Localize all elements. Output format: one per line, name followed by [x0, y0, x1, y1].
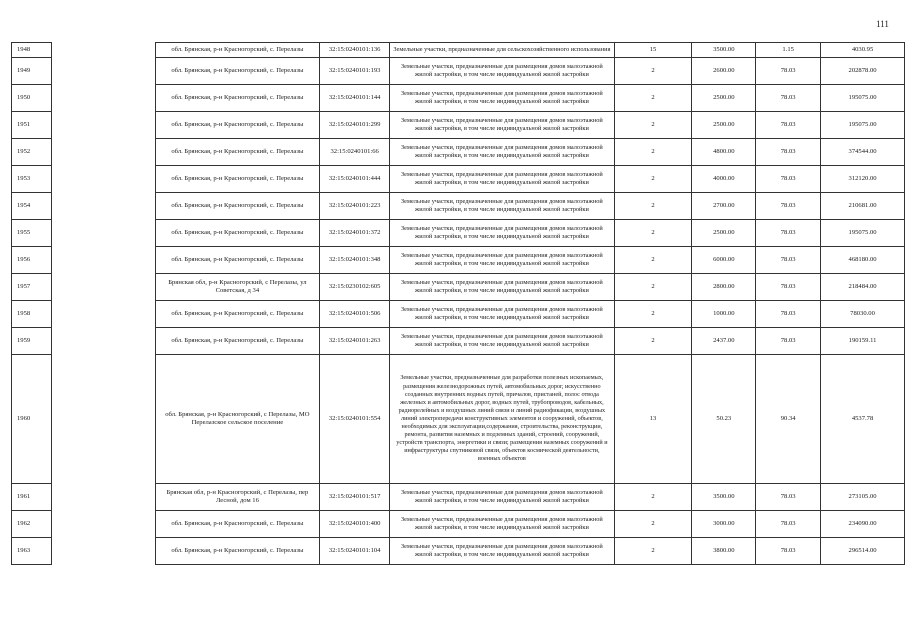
row-rate: 78.03: [756, 193, 821, 220]
row-category: 2: [614, 247, 692, 274]
row-value: 195075.00: [821, 220, 905, 247]
row-cadastral-number: 32:15:0240101:193: [320, 58, 390, 85]
table-row: [12, 328, 905, 355]
page-number: 111: [876, 19, 889, 29]
row-gap: [51, 220, 155, 247]
row-rate: 78.03: [756, 166, 821, 193]
row-gap: [51, 274, 155, 301]
row-gap: [51, 301, 155, 328]
row-value: 78030.00: [821, 301, 905, 328]
row-cadastral-number: 32:15:0240101:104: [320, 538, 390, 565]
row-category: 2: [614, 58, 692, 85]
row-address: обл. Брянская, р-н Красногорский, с. Перелазы: [155, 43, 320, 58]
table-row: [12, 193, 905, 220]
row-cadastral-number: 32:15:0240101:506: [320, 301, 390, 328]
row-area: 50.23: [692, 355, 756, 484]
row-category: 2: [614, 112, 692, 139]
table-row: [12, 274, 905, 301]
row-rate: 78.03: [756, 274, 821, 301]
table-row: [12, 58, 905, 85]
row-cadastral-number: 32:15:0240101:263: [320, 328, 390, 355]
row-cadastral-number: 32:15:0240101:223: [320, 193, 390, 220]
row-address: обл. Брянская, р-н Красногорский, с. Перелазы: [155, 328, 320, 355]
row-number: 1956: [12, 247, 52, 274]
row-rate: 1.15: [756, 43, 821, 58]
row-category: 2: [614, 193, 692, 220]
row-number: 1955: [12, 220, 52, 247]
row-category: 2: [614, 166, 692, 193]
row-address: обл. Брянская, р-н Красногорский, с. Перелазы: [155, 247, 320, 274]
row-number: 1953: [12, 166, 52, 193]
row-category: 2: [614, 538, 692, 565]
row-cadastral-number: 32:15:0240101:554: [320, 355, 390, 484]
row-area: 3500.00: [692, 43, 756, 58]
row-rate: 78.03: [756, 511, 821, 538]
row-gap: [51, 355, 155, 484]
row-number: 1959: [12, 328, 52, 355]
row-address: обл. Брянская, р-н Красногорский, с. Перелазы: [155, 193, 320, 220]
row-number: 1950: [12, 85, 52, 112]
table-row: [12, 220, 905, 247]
row-area: 6000.00: [692, 247, 756, 274]
row-land-use: Земельные участки, предназначенные для размещения домов малоэтажной жилой застройки, в том числе индивидуальной жилой застройки: [390, 58, 614, 85]
row-gap: [51, 85, 155, 112]
row-number: 1958: [12, 301, 52, 328]
row-address: обл. Брянская, р-н Красногорский, с. Перелазы: [155, 139, 320, 166]
row-cadastral-number: 32:15:0230102:605: [320, 274, 390, 301]
row-land-use: Земельные участки, предназначенные для размещения домов малоэтажной жилой застройки, в том числе индивидуальной жилой застройки: [390, 85, 614, 112]
row-address: обл. Брянская, р-н Красногорский, с. Перелазы: [155, 301, 320, 328]
row-gap: [51, 328, 155, 355]
row-land-use: Земельные участки, предназначенные для размещения домов малоэтажной жилой застройки, в том числе индивидуальной жилой застройки: [390, 166, 614, 193]
row-address: обл. Брянская, р-н Красногорский, с. Перелазы: [155, 538, 320, 565]
table-row: [12, 511, 905, 538]
row-category: 2: [614, 301, 692, 328]
row-area: 3500.00: [692, 484, 756, 511]
row-area: 3000.00: [692, 511, 756, 538]
row-value: 202878.00: [821, 58, 905, 85]
row-value: 210681.00: [821, 193, 905, 220]
row-area: 1000.00: [692, 301, 756, 328]
row-address: Брянская обл, р-н Красногорский, с Перелазы, ул Советская, д 34: [155, 274, 320, 301]
row-rate: 78.03: [756, 112, 821, 139]
row-address: обл. Брянская, р-н Красногорский, с. Перелазы: [155, 220, 320, 247]
row-address: обл. Брянская, р-н Красногорский, с. Перелазы: [155, 511, 320, 538]
row-land-use: Земельные участки, предназначенные для размещения домов малоэтажной жилой застройки, в том числе индивидуальной жилой застройки: [390, 112, 614, 139]
row-land-use: Земельные участки, предназначенные для размещения домов малоэтажной жилой застройки, в том числе индивидуальной жилой застройки: [390, 328, 614, 355]
row-value: 374544.00: [821, 139, 905, 166]
row-address: обл. Брянская, р-н Красногорский, с. Перелазы: [155, 166, 320, 193]
row-gap: [51, 247, 155, 274]
row-rate: 78.03: [756, 85, 821, 112]
row-cadastral-number: 32:15:0240101:144: [320, 85, 390, 112]
row-area: 2500.00: [692, 112, 756, 139]
row-rate: 78.03: [756, 220, 821, 247]
row-land-use: Земельные участки, предназначенные для разработки полезных ископаемых, размещения железнодорожных путей, автомобильных дорог, искусственно созданных внутренних водных путей, причалов, пристаней, полос отвода железных и автомобильных дорог, водных путей, трубопроводов, кабельных, радиорелейных и воздушных линий связи и линий радиофикации, воздушных линий электропередачи конструктивных элементов и сооружений, объектов, необходимых для эксплуатации,содержания, строительства, реконструкции, ремонта, развития наземных и подземных зданий, строений, сооружений, устройств транспорта, энергетики и связи; размещения наземных сооружений и инфраструктуры спутниковой связи, объектов космической деятельности, военных объектов: [390, 355, 614, 484]
row-category: 2: [614, 139, 692, 166]
row-cadastral-number: 32:15:0240101:444: [320, 166, 390, 193]
row-rate: 78.03: [756, 484, 821, 511]
table-row: [12, 484, 905, 511]
table-row: [12, 139, 905, 166]
row-cadastral-number: 32:15:0240101:517: [320, 484, 390, 511]
row-area: 4000.00: [692, 166, 756, 193]
table-row: [12, 112, 905, 139]
row-address: обл. Брянская, р-н Красногорский, с. Перелазы: [155, 85, 320, 112]
row-category: 2: [614, 484, 692, 511]
row-rate: 90.34: [756, 355, 821, 484]
row-cadastral-number: 32:15:0240101:299: [320, 112, 390, 139]
row-number: 1952: [12, 139, 52, 166]
row-value: 4537.78: [821, 355, 905, 484]
table-row: [12, 85, 905, 112]
row-number: 1948: [12, 43, 52, 58]
row-number: 1957: [12, 274, 52, 301]
row-value: 468180.00: [821, 247, 905, 274]
row-land-use: Земельные участки, предназначенные для размещения домов малоэтажной жилой застройки, в том числе индивидуальной жилой застройки: [390, 274, 614, 301]
row-land-use: Земельные участки, предназначенные для размещения домов малоэтажной жилой застройки, в том числе индивидуальной жилой застройки: [390, 193, 614, 220]
row-rate: 78.03: [756, 301, 821, 328]
row-category: 2: [614, 511, 692, 538]
table-row: [12, 166, 905, 193]
row-land-use: Земельные участки, предназначенные для размещения домов малоэтажной жилой застройки, в том числе индивидуальной жилой застройки: [390, 484, 614, 511]
row-value: 190159.11: [821, 328, 905, 355]
row-value: 312120.00: [821, 166, 905, 193]
row-gap: [51, 166, 155, 193]
row-gap: [51, 43, 155, 58]
row-area: 2800.00: [692, 274, 756, 301]
row-number: 1951: [12, 112, 52, 139]
row-gap: [51, 538, 155, 565]
table-row: [12, 301, 905, 328]
row-category: 2: [614, 85, 692, 112]
row-rate: 78.03: [756, 139, 821, 166]
row-rate: 78.03: [756, 328, 821, 355]
land-plots-table: [11, 42, 905, 565]
row-category: 2: [614, 274, 692, 301]
row-value: 234090.00: [821, 511, 905, 538]
row-cadastral-number: 32:15:0240101:372: [320, 220, 390, 247]
row-address: обл. Брянская, р-н Красногорский, с. Перелазы: [155, 112, 320, 139]
table-body: [12, 43, 905, 565]
row-cadastral-number: 32:15:0240101:400: [320, 511, 390, 538]
row-area: 3800.00: [692, 538, 756, 565]
row-land-use: Земельные участки, предназначенные для размещения домов малоэтажной жилой застройки, в том числе индивидуальной жилой застройки: [390, 301, 614, 328]
row-gap: [51, 112, 155, 139]
row-land-use: Земельные участки, предназначенные для размещения домов малоэтажной жилой застройки, в том числе индивидуальной жилой застройки: [390, 220, 614, 247]
row-rate: 78.03: [756, 538, 821, 565]
row-value: 218484.00: [821, 274, 905, 301]
row-number: 1961: [12, 484, 52, 511]
row-land-use: Земельные участки, предназначенные для сельскохозяйственного использования: [390, 43, 614, 58]
row-cadastral-number: 32:15:0240101:136: [320, 43, 390, 58]
row-gap: [51, 139, 155, 166]
row-value: 195075.00: [821, 85, 905, 112]
table-row: [12, 43, 905, 58]
row-value: 195075.00: [821, 112, 905, 139]
row-land-use: Земельные участки, предназначенные для размещения домов малоэтажной жилой застройки, в том числе индивидуальной жилой застройки: [390, 139, 614, 166]
row-cadastral-number: 32:15:0240101:66: [320, 139, 390, 166]
row-number: 1960: [12, 355, 52, 484]
row-address: обл. Брянская, р-н Красногорский, с Перелазы, МО Перелазское сельское поселение: [155, 355, 320, 484]
table-row: [12, 538, 905, 565]
row-category: 13: [614, 355, 692, 484]
table-row: [12, 247, 905, 274]
row-land-use: Земельные участки, предназначенные для размещения домов малоэтажной жилой застройки, в том числе индивидуальной жилой застройки: [390, 538, 614, 565]
row-category: 2: [614, 220, 692, 247]
row-value: 4030.95: [821, 43, 905, 58]
row-rate: 78.03: [756, 58, 821, 85]
row-area: 2500.00: [692, 220, 756, 247]
row-area: 2700.00: [692, 193, 756, 220]
row-rate: 78.03: [756, 247, 821, 274]
row-area: 2500.00: [692, 85, 756, 112]
row-gap: [51, 511, 155, 538]
row-cadastral-number: 32:15:0240101:348: [320, 247, 390, 274]
row-area: 2600.00: [692, 58, 756, 85]
row-gap: [51, 484, 155, 511]
row-number: 1962: [12, 511, 52, 538]
row-number: 1949: [12, 58, 52, 85]
row-value: 273105.00: [821, 484, 905, 511]
row-address: Брянская обл, р-н Красногорский, с Перелазы, пер Лесной, дом 16: [155, 484, 320, 511]
row-gap: [51, 58, 155, 85]
row-land-use: Земельные участки, предназначенные для размещения домов малоэтажной жилой застройки, в том числе индивидуальной жилой застройки: [390, 247, 614, 274]
row-value: 296514.00: [821, 538, 905, 565]
row-gap: [51, 193, 155, 220]
table-row: [12, 355, 905, 484]
row-number: 1963: [12, 538, 52, 565]
row-address: обл. Брянская, р-н Красногорский, с. Перелазы: [155, 58, 320, 85]
row-area: 2437.00: [692, 328, 756, 355]
row-area: 4800.00: [692, 139, 756, 166]
row-number: 1954: [12, 193, 52, 220]
row-category: 15: [614, 43, 692, 58]
row-land-use: Земельные участки, предназначенные для размещения домов малоэтажной жилой застройки, в том числе индивидуальной жилой застройки: [390, 511, 614, 538]
row-category: 2: [614, 328, 692, 355]
